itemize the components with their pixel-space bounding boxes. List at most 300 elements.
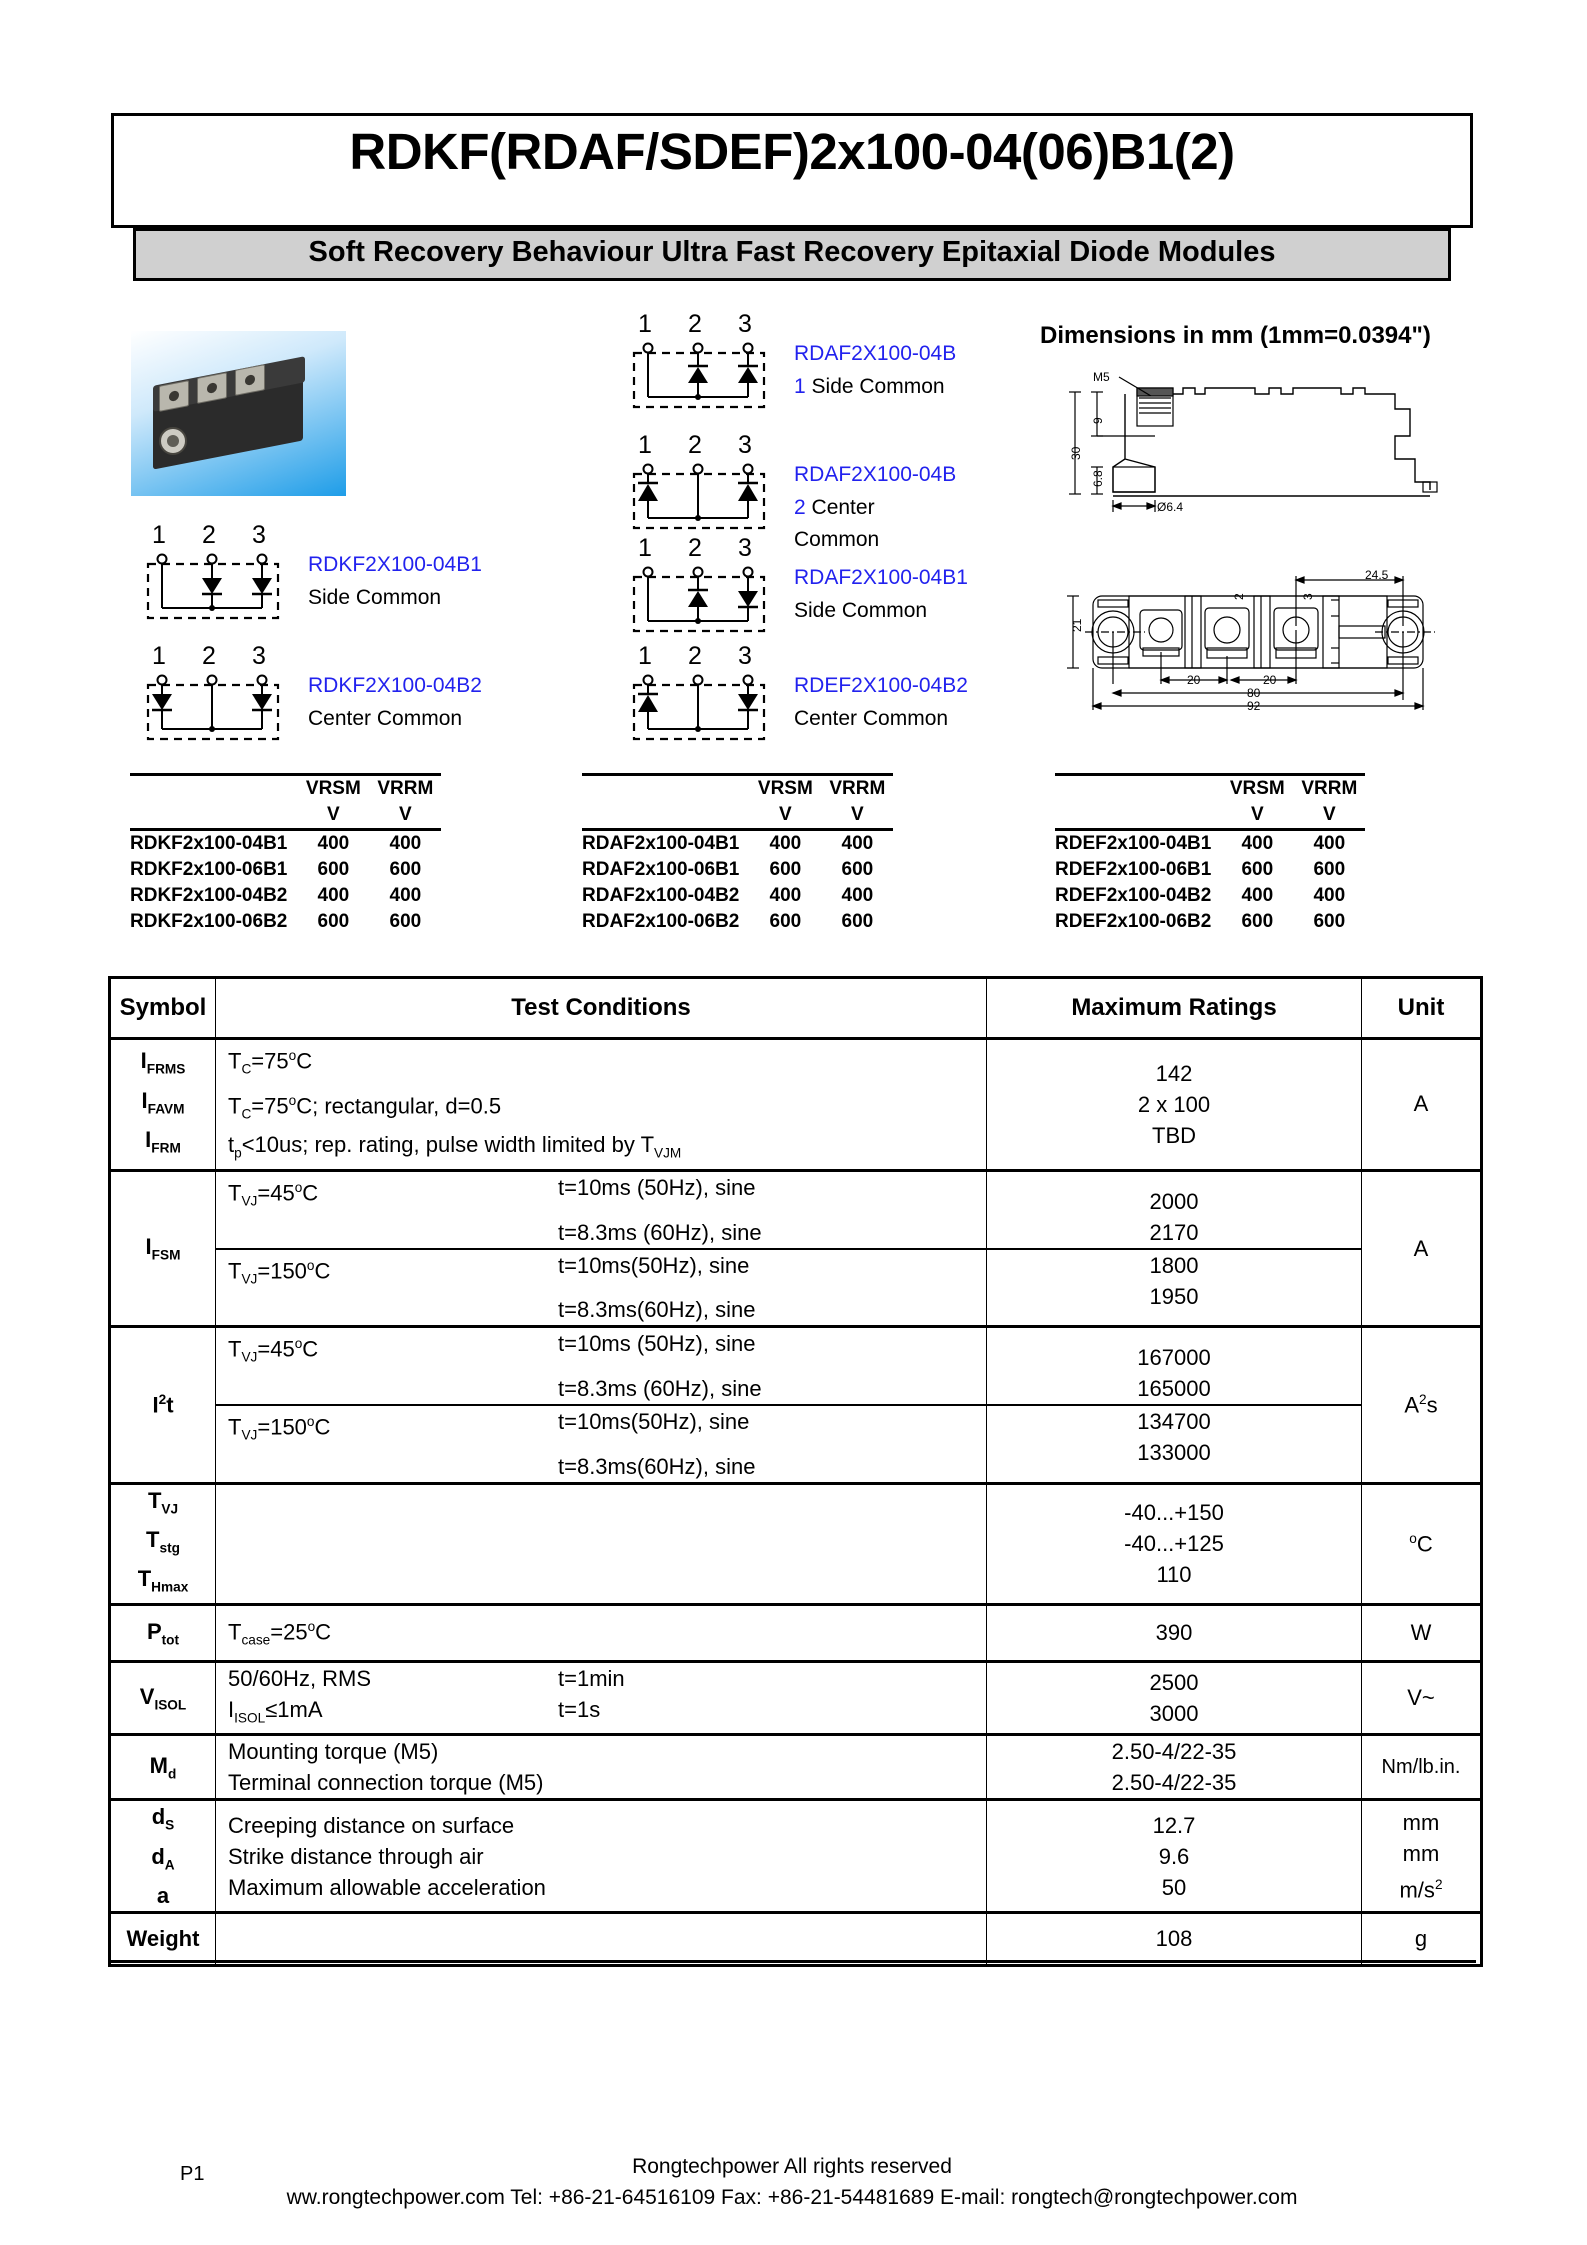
sym-t: t	[166, 1392, 174, 1418]
unit-sup-2: 2	[1419, 1391, 1427, 1407]
symbol-ptot	[110, 1604, 216, 1661]
t-sym: T	[228, 1336, 242, 1362]
cond-rest: C; rectangular, d=0.5	[296, 1093, 502, 1119]
sym-t: T	[147, 1487, 162, 1513]
value-ifsm-4: 1950	[1149, 1283, 1199, 1309]
circuit-symbol	[628, 340, 788, 420]
terminal-number-2: 2	[1232, 593, 1246, 600]
pin-label-2: 2	[688, 431, 702, 459]
vr-row	[130, 909, 441, 935]
unit-ptot: W	[1362, 1604, 1482, 1661]
pin-label-1: 1	[638, 642, 652, 670]
specifications-table	[108, 976, 1483, 1967]
pin-label-3: 3	[738, 431, 752, 459]
ratings-md	[987, 1735, 1362, 1800]
cond-time-3: t=10ms(50Hz), sine	[558, 1252, 750, 1278]
vr-model: RDEF2x100-06B1	[1055, 859, 1212, 880]
circuit-rdaf-04b1	[616, 536, 1036, 636]
cond-t-val: =75	[251, 1093, 289, 1119]
cond-deg: o	[288, 1092, 297, 1108]
circuit-symbol	[142, 551, 302, 631]
sym-p: P	[146, 1618, 162, 1644]
vr-vrsm: 600	[317, 859, 350, 880]
circuit-desc-label: Side Common	[794, 599, 928, 622]
header-ratings: Maximum Ratings	[987, 978, 1362, 1039]
ratings-visol	[987, 1661, 1362, 1734]
dim-label-pitch-1: 20	[1187, 673, 1201, 687]
page-subtitle: Soft Recovery Behaviour Ultra Fast Recovery Epitaxial Diode Modules	[308, 236, 1276, 268]
cond-time-4: t=8.3ms(60Hz), sine	[558, 1453, 756, 1479]
side-view-drawing	[1055, 364, 1485, 524]
cond-t1s: t=1s	[558, 1696, 601, 1722]
conditions-distances	[216, 1800, 987, 1913]
circuit-symbol	[628, 672, 788, 752]
vr-vrsm: 600	[317, 911, 350, 932]
vr-col-vrsm: VRSM	[749, 775, 821, 803]
cond-deg: o	[288, 1048, 297, 1063]
vr-row	[582, 857, 893, 883]
symbol-weight: Weight	[110, 1913, 216, 1966]
vr-vrsm: 600	[1241, 859, 1274, 880]
circuit-rdkf-04b2	[130, 644, 550, 744]
conditions-weight	[216, 1913, 987, 1966]
unit-s: s	[1426, 1392, 1438, 1418]
vr-row	[582, 883, 893, 909]
circuit-model-label: RDEF2X100-04B2	[794, 674, 968, 697]
sym-sub-tot: tot	[161, 1632, 180, 1648]
vr-unit-vrsm: V	[749, 802, 821, 830]
conditions-group-current	[216, 1039, 987, 1171]
dimensions-title: Dimensions in mm (1mm=0.0394")	[1040, 322, 1431, 349]
vr-vrsm: 400	[317, 833, 350, 854]
value-ifavm: 2 x 100	[1137, 1091, 1211, 1117]
value-ifsm-2: 2170	[1149, 1219, 1199, 1245]
sym-i: I	[145, 1127, 152, 1153]
vr-model: RDEF2x100-04B1	[1055, 833, 1212, 854]
value-ifsm-1: 2000	[1149, 1188, 1199, 1214]
vr-model: RDEF2x100-04B2	[1055, 885, 1212, 906]
c-sym: C	[302, 1336, 319, 1362]
cond-i: I	[228, 1696, 235, 1722]
t-sub: VJ	[241, 1271, 258, 1287]
cond-time-2: t=8.3ms (60Hz), sine	[558, 1375, 762, 1401]
deg-sym: o	[294, 1179, 303, 1195]
ratings-ifsm	[987, 1170, 1362, 1326]
circuit-rdef-04b2	[616, 644, 1036, 744]
circuit-rdaf-04b-center	[616, 433, 1036, 553]
vr-row	[1055, 857, 1365, 883]
unit-c: C	[1416, 1530, 1433, 1556]
unit-da: mm	[1402, 1840, 1440, 1866]
sym-sub-frm: FRM	[151, 1140, 181, 1156]
vr-model: RDKF2x100-06B2	[130, 911, 288, 932]
symbol-md	[110, 1735, 216, 1800]
value-i2t-4: 133000	[1137, 1439, 1211, 1465]
cond-t: T	[228, 1093, 242, 1119]
header-symbol: Symbol	[110, 978, 216, 1039]
pin-label-3: 3	[252, 642, 266, 670]
sym-sub-hmax: Hmax	[151, 1579, 189, 1595]
conditions-md	[216, 1735, 987, 1800]
pin-label-3: 3	[738, 642, 752, 670]
unit-a	[1362, 1869, 1480, 1905]
c-sym: C	[314, 1257, 331, 1283]
value-i2t-1: 167000	[1137, 1344, 1211, 1370]
value-thmax: 110	[1156, 1562, 1192, 1588]
circuit-symbol	[628, 461, 788, 541]
dim-label-80: 80	[1247, 686, 1261, 700]
cond-acceleration: Maximum allowable acceleration	[228, 1874, 546, 1900]
sym-sub-isol: ISOL	[154, 1697, 187, 1713]
pin-label-2: 2	[688, 310, 702, 338]
value-ds: 12.7	[1152, 1812, 1196, 1838]
circuit-rdkf-04b1	[130, 523, 550, 623]
footer-copyright: Rongtechpower All rights reserved	[632, 2155, 952, 2178]
cond-sub-case: case	[241, 1632, 271, 1648]
circuit-desc-text: Center	[811, 496, 875, 519]
cond-c: C	[296, 1048, 313, 1074]
cond-time-1: t=10ms (50Hz), sine	[558, 1174, 756, 1200]
pin-label-3: 3	[738, 534, 752, 562]
dim-label-21: 21	[1070, 618, 1084, 632]
cond-tvj-45	[228, 1328, 558, 1373]
pin-label-2: 2	[202, 642, 216, 670]
symbol-i2t	[110, 1327, 216, 1483]
cond-time-3: t=10ms(50Hz), sine	[558, 1408, 750, 1434]
value-tstg: -40...+125	[1124, 1531, 1224, 1557]
dim-label-92: 92	[1247, 699, 1261, 713]
vr-vrrm: 600	[841, 859, 874, 880]
vr-model: RDAF2x100-06B2	[582, 911, 740, 932]
vr-vrrm: 400	[1313, 885, 1346, 906]
value-i2t-2: 165000	[1137, 1375, 1211, 1401]
symbol-visol	[110, 1661, 216, 1734]
circuit-model-label: RDKF2X100-04B1	[308, 553, 482, 576]
circuit-desc-label: Center Common	[308, 707, 463, 730]
t-val: =45	[257, 1180, 295, 1206]
sym-sub-stg: stg	[159, 1540, 180, 1556]
vr-col-vrsm: VRSM	[1221, 775, 1293, 803]
sym-sub-d: d	[168, 1766, 177, 1782]
unit-md: Nm/lb.in.	[1362, 1735, 1482, 1800]
table-row-visol	[110, 1661, 1482, 1734]
vr-model: RDKF2x100-04B1	[130, 833, 288, 854]
vr-unit-vrrm: V	[821, 802, 893, 830]
value-md-2: 2.50-4/22-35	[1111, 1770, 1237, 1796]
table-row-temperatures	[110, 1483, 1482, 1604]
value-a: 50	[1161, 1874, 1187, 1900]
vr-col-vrrm: VRRM	[821, 775, 893, 803]
t-sub: VJ	[241, 1193, 258, 1209]
vr-vrsm: 400	[1241, 885, 1274, 906]
unit-i2t	[1362, 1327, 1482, 1483]
circuit-model-label: RDAF2X100-04B1	[794, 566, 968, 589]
vr-vrrm: 600	[1313, 911, 1346, 932]
product-photo	[131, 331, 346, 496]
circuit-symbol	[628, 564, 788, 644]
unit-group-current: A	[1362, 1039, 1482, 1171]
vr-unit-vrsm: V	[297, 802, 369, 830]
vr-row	[1055, 909, 1365, 935]
circuit-model-label: RDKF2X100-04B2	[308, 674, 482, 697]
circuit-desc-prefix: 1	[794, 375, 806, 398]
cond-creeping: Creeping distance on surface	[228, 1812, 515, 1838]
cond-mounting-torque: Mounting torque (M5)	[228, 1739, 439, 1765]
cond-tp: t	[228, 1132, 235, 1158]
ratings-i2t	[987, 1327, 1362, 1483]
vr-row	[1055, 830, 1365, 858]
sym-sub-fsm: FSM	[151, 1247, 181, 1263]
cond-t-sub: C	[241, 1106, 252, 1122]
vr-vrrm: 600	[389, 911, 422, 932]
symbol-group-current	[110, 1039, 216, 1171]
cond-val: =25	[270, 1618, 308, 1644]
deg-sym: o	[307, 1618, 316, 1634]
cond-time-1: t=10ms (50Hz), sine	[558, 1331, 756, 1357]
module-mounting-hole	[159, 427, 187, 455]
vr-vrsm: 400	[769, 885, 802, 906]
sym-i: I	[140, 1048, 147, 1074]
value-tvj: -40...+150	[1124, 1500, 1224, 1526]
table-row-i2t	[110, 1327, 1482, 1483]
page-title: RDKF(RDAF/SDEF)2x100-04(06)B1(2)	[349, 123, 1235, 180]
vr-model: RDAF2x100-04B1	[582, 833, 740, 854]
vr-vrsm: 600	[769, 911, 802, 932]
vr-vrsm: 600	[1241, 911, 1274, 932]
circuit-desc-label	[794, 375, 945, 399]
terminal-number-3: 3	[1301, 593, 1315, 600]
vr-vrrm: 400	[1313, 833, 1346, 854]
sym-sup-2: 2	[158, 1391, 167, 1407]
sym-i: I	[145, 1234, 152, 1260]
sym-sub-vj: VJ	[161, 1501, 179, 1517]
value-visol-1: 2500	[1149, 1670, 1199, 1696]
sym-sub-a: A	[164, 1857, 175, 1873]
vr-unit-vrrm: V	[1293, 802, 1365, 830]
vr-row	[130, 883, 441, 909]
circuit-model-label: RDAF2X100-04B	[794, 342, 957, 365]
vr-vrrm: 600	[841, 911, 874, 932]
unit-weight: g	[1362, 1913, 1482, 1966]
unit-ds: mm	[1402, 1809, 1440, 1835]
ratings-distances	[987, 1800, 1362, 1913]
c-sym: C	[302, 1180, 319, 1206]
table-row-forward-current	[110, 1039, 1482, 1171]
header-conditions: Test Conditions	[216, 978, 987, 1039]
circuit-desc-label-2: Common	[794, 528, 880, 551]
vr-model: RDAF2x100-06B1	[582, 859, 740, 880]
t-val: =150	[257, 1257, 307, 1283]
symbol-ifsm	[110, 1170, 216, 1326]
pin-label-2: 2	[688, 642, 702, 670]
sym-m: M	[149, 1753, 168, 1779]
vr-unit-vrrm: V	[369, 802, 441, 830]
dim-label-68: 6.8	[1091, 470, 1105, 487]
vr-table-rdaf	[582, 773, 893, 935]
conditions-i2t	[216, 1327, 987, 1483]
sym-sub-s: S	[165, 1817, 175, 1833]
cond-1ma: ≤1mA	[265, 1696, 323, 1722]
pin-label-3: 3	[252, 521, 266, 549]
dim-label-pitch-2: 20	[1263, 673, 1277, 687]
dim-label-30: 30	[1069, 446, 1083, 460]
cond-t-val: =75	[251, 1048, 289, 1074]
value-md-1: 2.50-4/22-35	[1111, 1739, 1237, 1765]
t-val: =45	[257, 1336, 295, 1362]
value-ifsm-3: 1800	[1149, 1252, 1199, 1278]
dim-label-9: 9	[1091, 417, 1105, 424]
circuit-desc-label: Side Common	[308, 586, 442, 609]
unit-ifsm: A	[1362, 1170, 1482, 1326]
value-ifrms: 142	[1155, 1060, 1193, 1086]
vr-model: RDAF2x100-04B2	[582, 885, 740, 906]
unit-distances	[1362, 1800, 1482, 1913]
footer-divider	[108, 1960, 1476, 1963]
sym-sub-frms: FRMS	[146, 1061, 186, 1077]
vr-vrrm: 600	[389, 859, 422, 880]
vr-table-rdef	[1055, 773, 1365, 935]
cond-t: T	[228, 1048, 242, 1074]
t-sym: T	[228, 1257, 242, 1283]
pin-label-1: 1	[152, 521, 166, 549]
cond-t: T	[228, 1618, 242, 1644]
sym-sub-favm: FAVM	[147, 1101, 185, 1117]
conditions-ptot	[216, 1604, 987, 1661]
deg-sym: o	[294, 1336, 303, 1352]
vr-vrrm: 400	[841, 885, 874, 906]
vr-vrrm: 600	[1313, 859, 1346, 880]
cond-tvj-45	[228, 1172, 558, 1217]
table-row-distances	[110, 1800, 1482, 1913]
vr-unit-vrsm: V	[1221, 802, 1293, 830]
footer-contact: ww.rongtechpower.com Tel: +86-21-64516109 Fax: +86-21-54481689 E-mail: rongtech@rongtechpower.com	[286, 2186, 1298, 2209]
c-sym: C	[314, 1414, 331, 1440]
deg-sym: o	[306, 1257, 315, 1273]
unit-visol: V~	[1362, 1661, 1482, 1734]
value-visol-2: 3000	[1149, 1701, 1199, 1727]
vr-model: RDEF2x100-06B2	[1055, 911, 1212, 932]
cond-time-2: t=8.3ms (60Hz), sine	[558, 1219, 762, 1245]
header-unit: Unit	[1362, 978, 1482, 1039]
cond-tvj-150	[228, 1406, 558, 1451]
page-number: P1	[180, 2163, 205, 2185]
dim-label-hole: Ø6.4	[1157, 500, 1184, 514]
vr-row	[130, 857, 441, 883]
c-sym: C	[315, 1618, 332, 1644]
pin-label-2: 2	[202, 521, 216, 549]
value-ptot: 390	[987, 1604, 1362, 1661]
ratings-temperatures	[987, 1483, 1362, 1604]
vr-vrsm: 400	[317, 885, 350, 906]
table-row-weight	[110, 1913, 1482, 1966]
circuit-desc-label	[794, 496, 875, 520]
table-header-row	[110, 978, 1482, 1039]
cond-terminal-torque: Terminal connection torque (M5)	[228, 1770, 544, 1796]
sym-i: I	[152, 1392, 159, 1418]
vr-row	[582, 830, 893, 858]
cond-t-sub: C	[241, 1061, 252, 1077]
vr-vrsm: 400	[769, 833, 802, 854]
circuit-symbol	[142, 672, 302, 752]
sym-t: T	[146, 1527, 160, 1553]
vr-vrsm: 400	[1241, 833, 1274, 854]
conditions-temperatures	[216, 1483, 987, 1604]
value-da: 9.6	[1158, 1843, 1190, 1869]
t-sub: VJ	[241, 1427, 258, 1443]
conditions-ifsm	[216, 1170, 987, 1326]
pin-label-1: 1	[638, 431, 652, 459]
symbol-temperatures	[110, 1483, 216, 1604]
value-i2t-3: 134700	[1137, 1408, 1211, 1434]
cond-tp-sub: p	[234, 1145, 242, 1161]
pin-label-1: 1	[638, 534, 652, 562]
t-sub: VJ	[241, 1349, 258, 1365]
cond-sub-isol: ISOL	[234, 1710, 266, 1726]
table-row-md	[110, 1735, 1482, 1800]
vr-col-vrrm: VRRM	[1293, 775, 1365, 803]
cond-strike: Strike distance through air	[228, 1843, 484, 1869]
value-weight: 108	[987, 1913, 1362, 1966]
circuit-desc-text: Side Common	[811, 375, 945, 398]
cond-tvj-150	[228, 1250, 558, 1295]
sym-d: d	[151, 1804, 166, 1830]
pin-label-3: 3	[738, 310, 752, 338]
dim-label-245: 24.5	[1365, 568, 1389, 582]
vr-model: RDKF2x100-06B1	[130, 859, 288, 880]
deg-sym: o	[306, 1413, 315, 1429]
vr-row	[130, 830, 441, 858]
pin-label-2: 2	[688, 534, 702, 562]
sym-v: V	[139, 1683, 155, 1709]
dim-label-m5: M5	[1093, 370, 1110, 384]
vr-col-vrrm: VRRM	[369, 775, 441, 803]
unit-deg: o	[1409, 1530, 1417, 1546]
t-sym: T	[228, 1180, 242, 1206]
symbol-distances	[110, 1800, 216, 1913]
cond-isol	[228, 1694, 558, 1733]
table-row-ifsm	[110, 1170, 1482, 1326]
sym-i: I	[141, 1087, 148, 1113]
unit-a: A	[1404, 1392, 1420, 1418]
vr-row	[582, 909, 893, 935]
value-ifrm: TBD	[1152, 1122, 1196, 1148]
pin-label-1: 1	[152, 642, 166, 670]
circuit-desc-label: Center Common	[794, 707, 949, 730]
vr-vrrm: 400	[841, 833, 874, 854]
vr-vrrm: 400	[389, 885, 422, 906]
vr-row	[1055, 883, 1365, 909]
conditions-visol	[216, 1661, 987, 1734]
table-row-ptot	[110, 1604, 1482, 1661]
cond-time-4: t=8.3ms(60Hz), sine	[558, 1297, 756, 1323]
cond-t1min: t=1min	[558, 1665, 625, 1691]
unit-temperatures	[1362, 1483, 1482, 1604]
unit-ms: m/s	[1399, 1877, 1435, 1903]
sym-a: a	[156, 1883, 170, 1909]
top-view-drawing	[1055, 560, 1485, 715]
sym-d: d	[151, 1843, 165, 1869]
cond-tp-rest: <10us; rep. rating, pulse width limited by T	[241, 1132, 655, 1158]
ratings-group-current	[987, 1039, 1362, 1171]
unit-sup-2: 2	[1434, 1876, 1443, 1892]
t-sym: T	[228, 1414, 242, 1440]
t-val: =150	[257, 1414, 307, 1440]
cond-tvjm-sub: VJM	[654, 1145, 682, 1161]
vr-vrrm: 400	[389, 833, 422, 854]
vr-vrsm: 600	[769, 859, 802, 880]
vr-col-vrsm: VRSM	[297, 775, 369, 803]
circuit-rdaf-04b-side	[616, 312, 1036, 412]
